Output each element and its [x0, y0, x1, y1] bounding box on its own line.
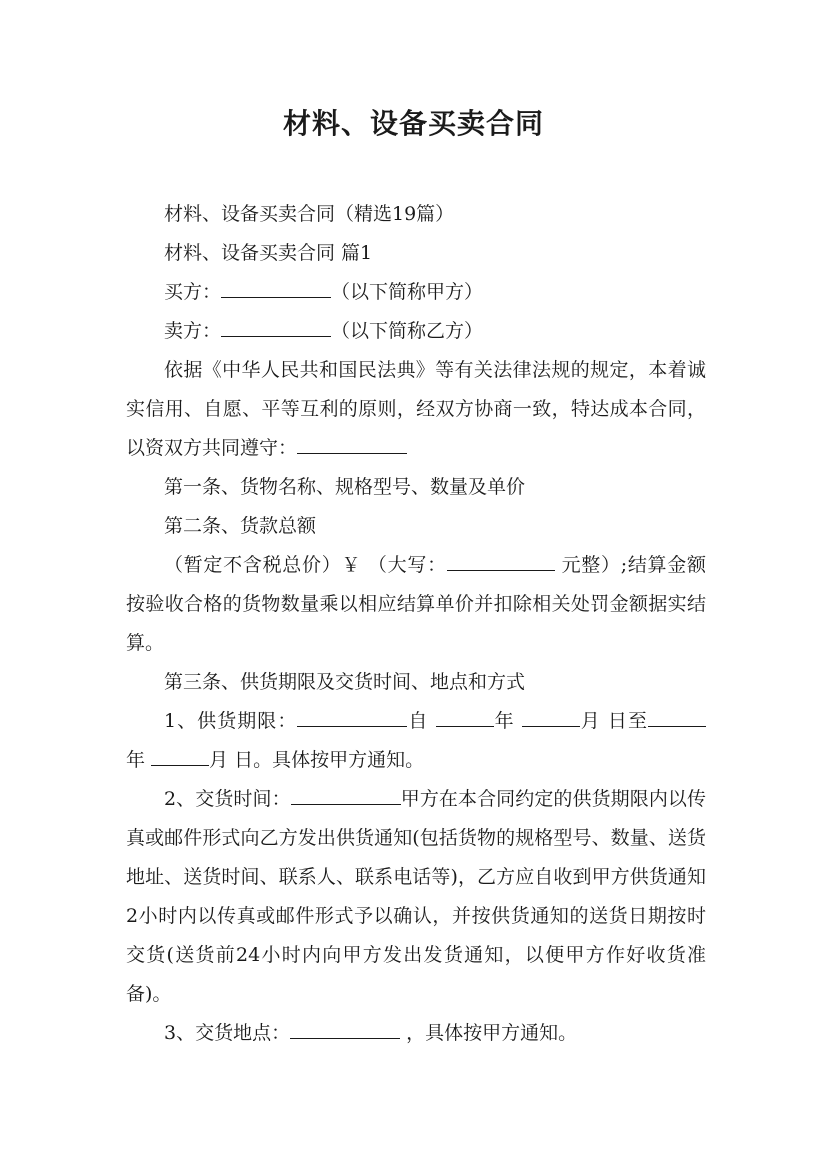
seller-label: 卖方：	[164, 320, 222, 342]
buyer-note: （以下简称甲方）	[331, 281, 484, 303]
paragraph-supply-period	[126, 702, 706, 780]
supply-period-blank	[297, 704, 407, 727]
amount-words-blank	[447, 548, 555, 571]
basis-blank	[297, 431, 407, 454]
paragraph-seller	[126, 312, 706, 351]
supply-month-day-end: 月 日。具体按甲方通知。	[209, 749, 425, 771]
seller-blank	[221, 314, 331, 337]
delivery-place-text: ，具体按甲方通知。	[400, 1022, 578, 1044]
delivery-time-label: 2、交货时间：	[164, 788, 291, 810]
buyer-blank	[221, 275, 331, 298]
end-month-blank	[151, 743, 209, 766]
delivery-place-label: 3、交货地点：	[164, 1022, 291, 1044]
delivery-place-blank	[290, 1016, 400, 1039]
paragraph-contract-number: 材料、设备买卖合同 篇1	[164, 242, 373, 264]
paragraph-delivery-place	[126, 1014, 706, 1053]
paragraph-buyer	[126, 273, 706, 312]
start-year-blank	[436, 704, 494, 727]
supply-month-day-to: 月 日至	[579, 710, 648, 732]
supply-year-2: 年	[126, 749, 152, 771]
paragraph-article-3: 第三条、供货期限及交货时间、地点和方式	[164, 671, 526, 693]
total-amount-text-a: （暂定不含税总价）￥ （大写：	[164, 554, 447, 576]
total-amount-text-b: 元整）;结算金额按验收合格的货物数量乘以相应结算单价并扣除相关处罚金额据实结算。	[126, 554, 706, 654]
paragraph-article-2: 第二条、货款总额	[164, 515, 317, 537]
buyer-label: 买方：	[164, 281, 222, 303]
paragraph-article-1: 第一条、货物名称、规格型号、数量及单价	[164, 476, 526, 498]
supply-period-label: 1、供货期限：	[164, 710, 298, 732]
start-month-blank	[522, 704, 580, 727]
paragraph-delivery-time	[126, 780, 706, 1014]
document-title: 材料、设备买卖合同	[282, 107, 544, 140]
basis-text: 依据《中华人民共和国民法典》等有关法律法规的规定，本着诚实信用、自愿、平等互利的原则，经双方协商一致，特达成本合同，以资双方共同遵守：	[126, 359, 706, 459]
document-body	[126, 195, 706, 1053]
supply-year-1: 年	[493, 710, 522, 732]
delivery-time-blank	[291, 782, 401, 805]
paragraph-total-amount	[126, 546, 706, 663]
delivery-time-text: 甲方在本合同约定的供货期限内以传真或邮件形式向乙方发出供货通知(包括货物的规格型号、数量、送货地址、送货时间、联系人、联系电话等)，乙方应自收到甲方供货通知2小时内以传真或邮件形式予以确认，并按供货通知的送货日期按时交货(送货前24小时内向甲方发出发货通知，以便甲方作好收货准备)。	[126, 788, 706, 1005]
supply-from: 自	[407, 710, 436, 732]
seller-note: （以下简称乙方）	[331, 320, 484, 342]
paragraph-contract-heading: 材料、设备买卖合同（精选19篇）	[164, 203, 455, 225]
paragraph-basis	[126, 351, 706, 468]
end-year-blank	[648, 704, 706, 727]
